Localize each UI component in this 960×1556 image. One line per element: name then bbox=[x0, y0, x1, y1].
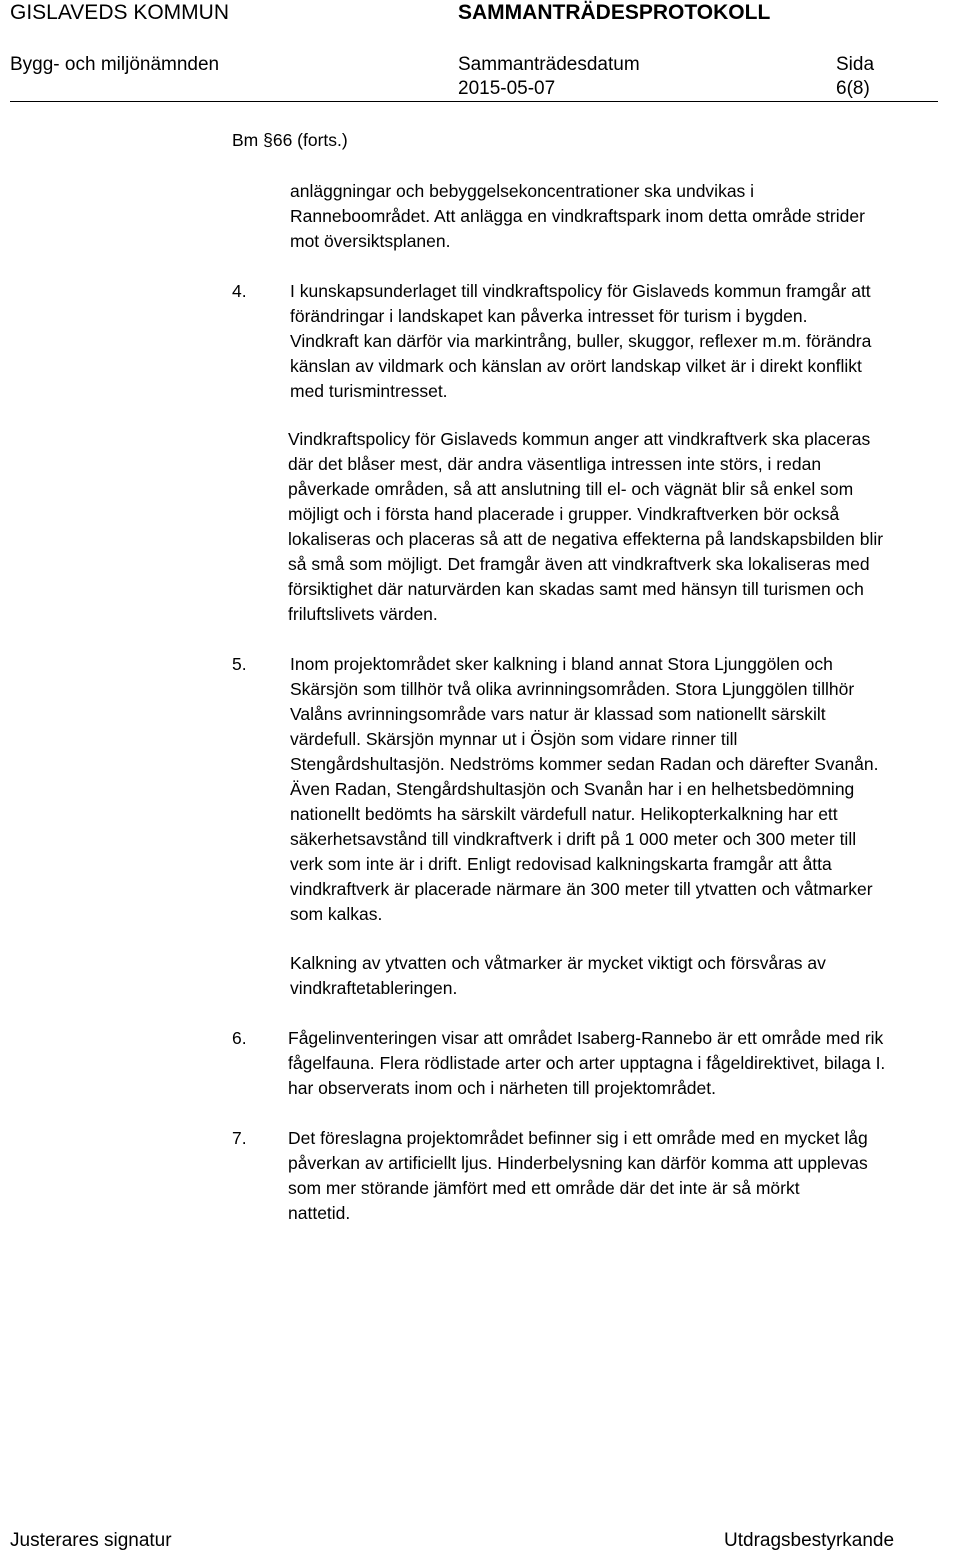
document-type: SAMMANTRÄDESPROTOKOLL bbox=[458, 1, 771, 24]
item-number: 5. bbox=[232, 654, 247, 674]
committee-name: Bygg- och miljönämnden bbox=[10, 54, 220, 75]
item-number: 7. bbox=[232, 1128, 247, 1148]
item-number: 6. bbox=[232, 1028, 247, 1048]
text-line: där det blåser mest, där andra väsentliga intressen inte störs, i redan bbox=[288, 454, 822, 474]
text-line: säkerhetsavstånd till vindkraftverk i drift på 1 000 meter och 300 meter till bbox=[290, 829, 857, 849]
text-line: påverkade områden, så att anslutning till el- och vägnät blir så enkel som bbox=[288, 479, 854, 499]
text-line: så små som möjligt. Det framgår även att vindkraftverk ska lokaliseras med bbox=[288, 554, 870, 574]
text-line: anläggningar och bebyggelsekoncentrationer ska undvikas i bbox=[290, 181, 755, 201]
text-line: friluftslivets värden. bbox=[288, 604, 438, 624]
text-line: har observerats inom och i närheten till projektområdet. bbox=[288, 1078, 716, 1098]
item-continued bbox=[290, 179, 865, 254]
text-line: försiktighet där naturvärden kan skadas samt med hänsyn till turismen och bbox=[288, 579, 864, 599]
meeting-date-value: 2015-05-07 bbox=[458, 78, 556, 99]
text-line: Vindkraftspolicy för Gislaveds kommun anger att vindkraftverk ska placeras bbox=[288, 429, 871, 449]
text-line: med turismintresset. bbox=[290, 381, 448, 401]
text-line: Vindkraft kan därför via markintrång, buller, skuggor, reflexer m.m. förändra bbox=[290, 331, 872, 351]
text-line: känslan av vildmark och känslan av orört landskap vilket är i direkt konflikt bbox=[290, 356, 862, 376]
footer-signature-label: Justerares signatur bbox=[10, 1530, 172, 1551]
text-line: Valåns avrinningsområde vars natur är klassad som nationellt särskilt bbox=[290, 704, 826, 724]
footer-certification-label: Utdragsbestyrkande bbox=[724, 1530, 895, 1551]
text-line: Stengårdshultasjön. Nedströms kommer sedan Radan och därefter Svanån. bbox=[290, 754, 879, 774]
meeting-date-label: Sammanträdesdatum bbox=[458, 54, 640, 75]
section-heading: Bm §66 (forts.) bbox=[232, 130, 348, 150]
item-5-paragraph-1 bbox=[290, 652, 879, 927]
text-line: Ranneboområdet. Att anlägga en vindkraftspark inom detta område strider bbox=[290, 206, 865, 226]
text-line: möjligt och i första hand placerade i grupper. Vindkraftverken bör också bbox=[288, 504, 840, 524]
text-line: Inom projektområdet sker kalkning i bland annat Stora Ljunggölen och bbox=[290, 654, 833, 674]
item-4-paragraph-2 bbox=[288, 427, 883, 627]
text-line: lokaliseras och placeras så att de negativa effekterna på landskapsbilden blir bbox=[288, 529, 884, 549]
text-line: mot översiktsplanen. bbox=[290, 231, 451, 251]
text-line: verk som inte är i drift. Enligt redovisad kalkningskarta framgår att åtta bbox=[290, 854, 832, 874]
text-line: värdefull. Skärsjön mynnar ut i Ösjön som vidare rinner till bbox=[290, 729, 738, 749]
text-line: nattetid. bbox=[288, 1203, 351, 1223]
text-line: Även Radan, Stengårdshultasjön och Svanån har i en helhetsbedömning bbox=[290, 779, 855, 799]
page-label: Sida bbox=[836, 54, 875, 75]
text-line: I kunskapsunderlaget till vindkraftspolicy för Gislaveds kommun framgår att bbox=[290, 281, 871, 301]
item-number: 4. bbox=[232, 281, 247, 301]
text-line: som mer störande jämfört med ett område där det inte är så mörkt bbox=[288, 1178, 800, 1198]
text-line: påverkan av artificiellt ljus. Hinderbelysning kan därför komma att upplevas bbox=[288, 1153, 868, 1173]
item-6-paragraph bbox=[288, 1026, 885, 1101]
text-line: fågelfauna. Flera rödlistade arter och arter upptagna i fågeldirektivet, bilaga I. bbox=[288, 1053, 886, 1073]
text-line: förändringar i landskapet kan påverka intresset för turism i bygden. bbox=[290, 306, 808, 326]
text-line: nationellt bedömts ha särskilt värdefull natur. Helikopterkalkning har ett bbox=[290, 804, 838, 824]
text-line: vindkraftverk är placerade närmare än 300 meter till ytvatten och våtmarker bbox=[290, 879, 873, 899]
item-5-paragraph-2 bbox=[290, 951, 826, 1001]
text-line: Fågelinventeringen visar att området Isaberg-Rannebo är ett område med rik bbox=[288, 1028, 884, 1048]
page-number: 6(8) bbox=[836, 78, 870, 99]
text-line: som kalkas. bbox=[290, 904, 383, 924]
text-line: Det föreslagna projektområdet befinner sig i ett område med en mycket låg bbox=[288, 1128, 868, 1148]
text-line: vindkraftetableringen. bbox=[290, 978, 458, 998]
item-4-paragraph-1 bbox=[290, 279, 871, 404]
org-name: GISLAVEDS KOMMUN bbox=[10, 1, 229, 24]
item-7-paragraph bbox=[288, 1126, 868, 1226]
text-line: Skärsjön som tillhör två olika avrinningsområden. Stora Ljunggölen tillhör bbox=[290, 679, 855, 699]
header-rule bbox=[10, 101, 938, 102]
text-line: Kalkning av ytvatten och våtmarker är mycket viktigt och försvåras av bbox=[290, 953, 826, 973]
